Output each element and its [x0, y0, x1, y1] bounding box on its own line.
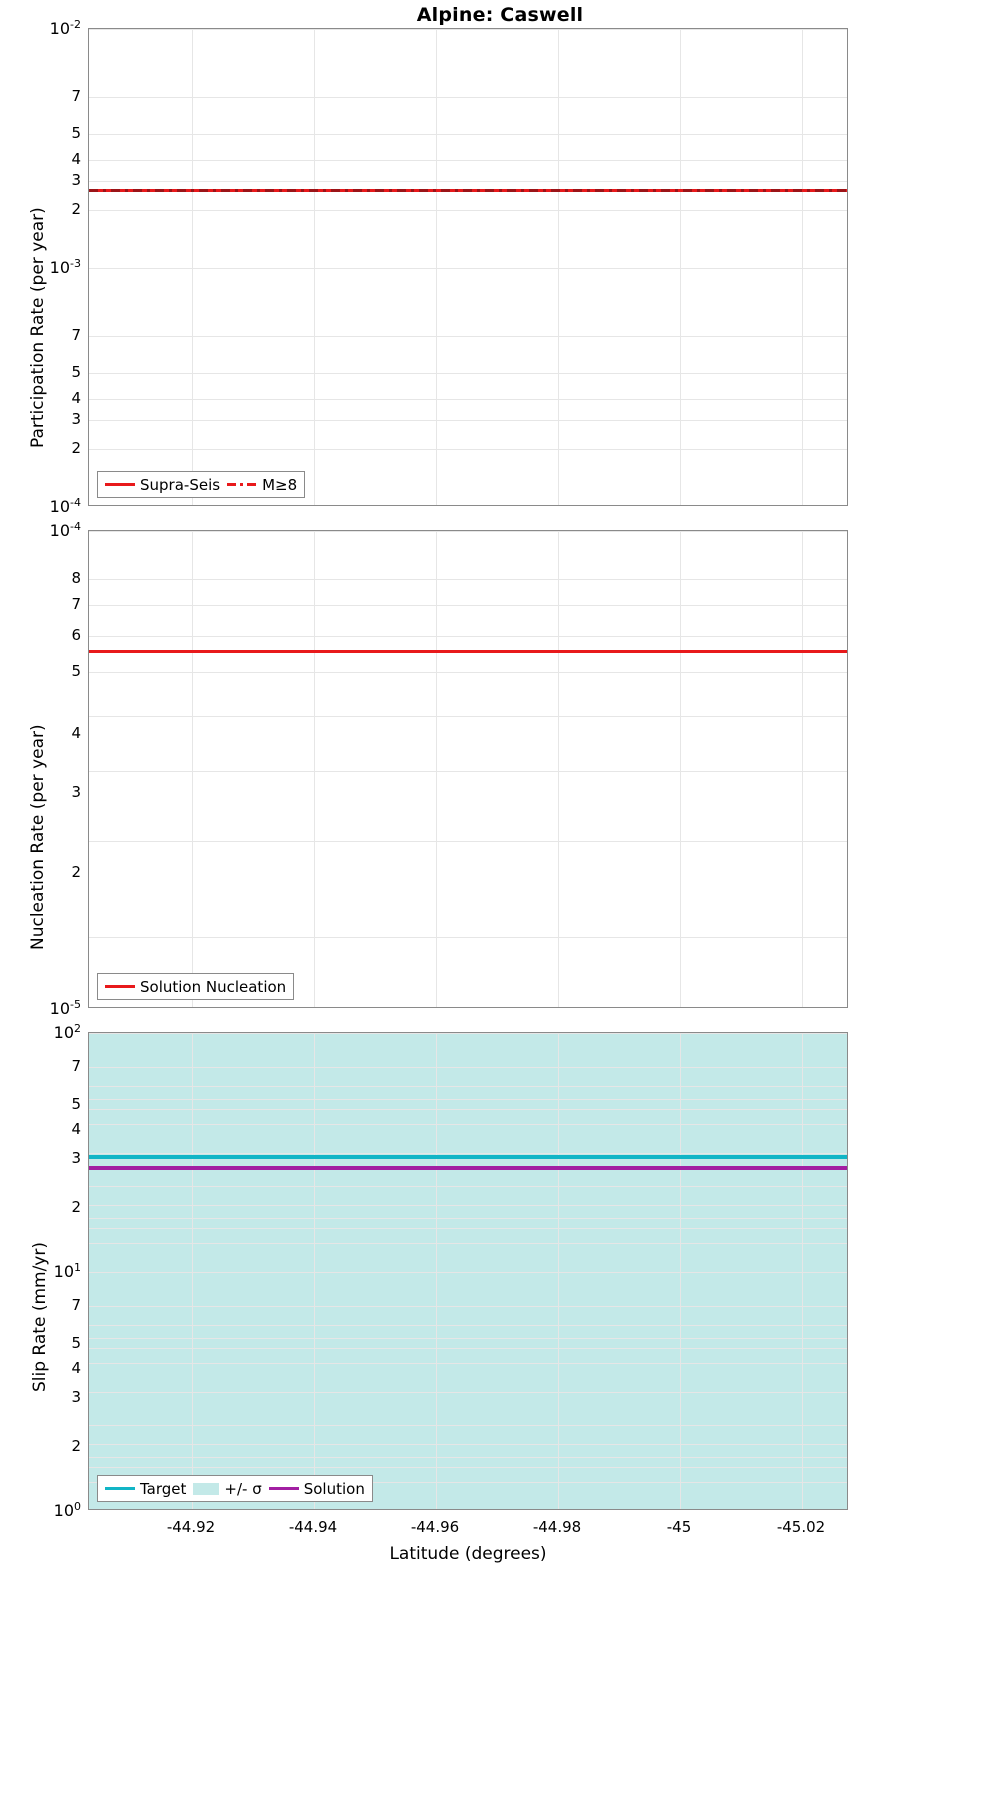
legend-entry-supra-seis: [105, 476, 220, 494]
legend-swatch-solution-nucleation: [105, 985, 135, 988]
panel-participation: $10^{-2}$ 7 5 4 3 2 $10^{-3}$ 7 5 4 3 2 $10^{-4}$ Participation Rate (per year) Supra-Seis M≥8: [88, 28, 848, 506]
panel-slip: $10^2$ 7 5 4 3 2 $10^1$ 7 5 4 3 2 $10^0$ Slip Rate (mm/yr) -44.92 -44.94 -44.96 -44.98 -45 -45.02 Latitude (degrees) Target +/- σ Solution: [88, 1032, 848, 1510]
ytick-slip-mid: $10^1$: [53, 1260, 81, 1282]
ylabel-participation: Participation Rate (per year): [28, 207, 48, 448]
legend-entry-sigma: [193, 1480, 261, 1498]
xtick-5: -45.02: [776, 1518, 826, 1536]
legend-nucleation: [97, 973, 294, 1000]
legend-label-solution-nucleation: Solution Nucleation: [140, 977, 287, 996]
legend-label-sigma: +/- σ: [224, 1479, 262, 1498]
legend-swatch-supra-seis: [105, 483, 135, 486]
ytick-slip-top: $10^2$: [53, 1021, 81, 1043]
legend-label-solution: Solution: [303, 1479, 365, 1498]
plot-area-participation: [88, 28, 848, 506]
legend-slip: [97, 1475, 373, 1502]
xlabel: Latitude (degrees): [389, 1544, 547, 1564]
plot-area-slip: [88, 1032, 848, 1510]
legend-label-m8: M≥8: [262, 475, 298, 494]
xtick-4: -45: [666, 1518, 692, 1536]
legend-entry-target: [105, 1480, 186, 1498]
series-solution: [89, 1166, 847, 1170]
ylabel-slip: Slip Rate (mm/yr): [30, 1242, 50, 1392]
panel-nucleation: $10^{-4}$ 8 7 6 5 4 3 2 $10^{-5}$ Nucleation Rate (per year) Solution Nucleation: [88, 530, 848, 1008]
xtick-2: -44.96: [410, 1518, 460, 1536]
legend-participation: [97, 471, 305, 498]
ytick-nucleation-top: $10^{-4}$: [49, 519, 81, 541]
page-title: Alpine: Caswell: [416, 4, 584, 26]
legend-entry-m8: [227, 476, 297, 494]
legend-swatch-m8: [227, 483, 257, 486]
ytick-slip-bottom: $10^0$: [53, 1499, 81, 1521]
series-target: [89, 1155, 847, 1159]
legend-entry-solution-nucleation: [105, 978, 286, 996]
legend-swatch-target: [105, 1487, 135, 1490]
legend-entry-solution: [269, 1480, 365, 1498]
ylabel-nucleation: Nucleation Rate (per year): [28, 724, 48, 950]
ytick-participation-bottom: $10^{-4}$: [49, 495, 81, 517]
series-sigma-band: [89, 1033, 847, 1509]
legend-swatch-sigma: [193, 1483, 219, 1495]
xtick-0: -44.92: [166, 1518, 216, 1536]
ytick-participation-mid: $10^{-3}$: [49, 256, 81, 278]
legend-label-supra-seis: Supra-Seis: [140, 475, 221, 494]
xtick-3: -44.98: [532, 1518, 582, 1536]
ytick-nucleation-bottom: $10^{-5}$: [49, 997, 81, 1019]
legend-swatch-solution: [269, 1487, 299, 1490]
ytick-participation-top: $10^{-2}$: [49, 17, 81, 39]
plot-area-nucleation: [88, 530, 848, 1008]
series-solution-nucleation: [89, 650, 847, 653]
legend-label-target: Target: [140, 1479, 187, 1498]
series-m8: [89, 189, 847, 192]
xtick-1: -44.94: [288, 1518, 338, 1536]
